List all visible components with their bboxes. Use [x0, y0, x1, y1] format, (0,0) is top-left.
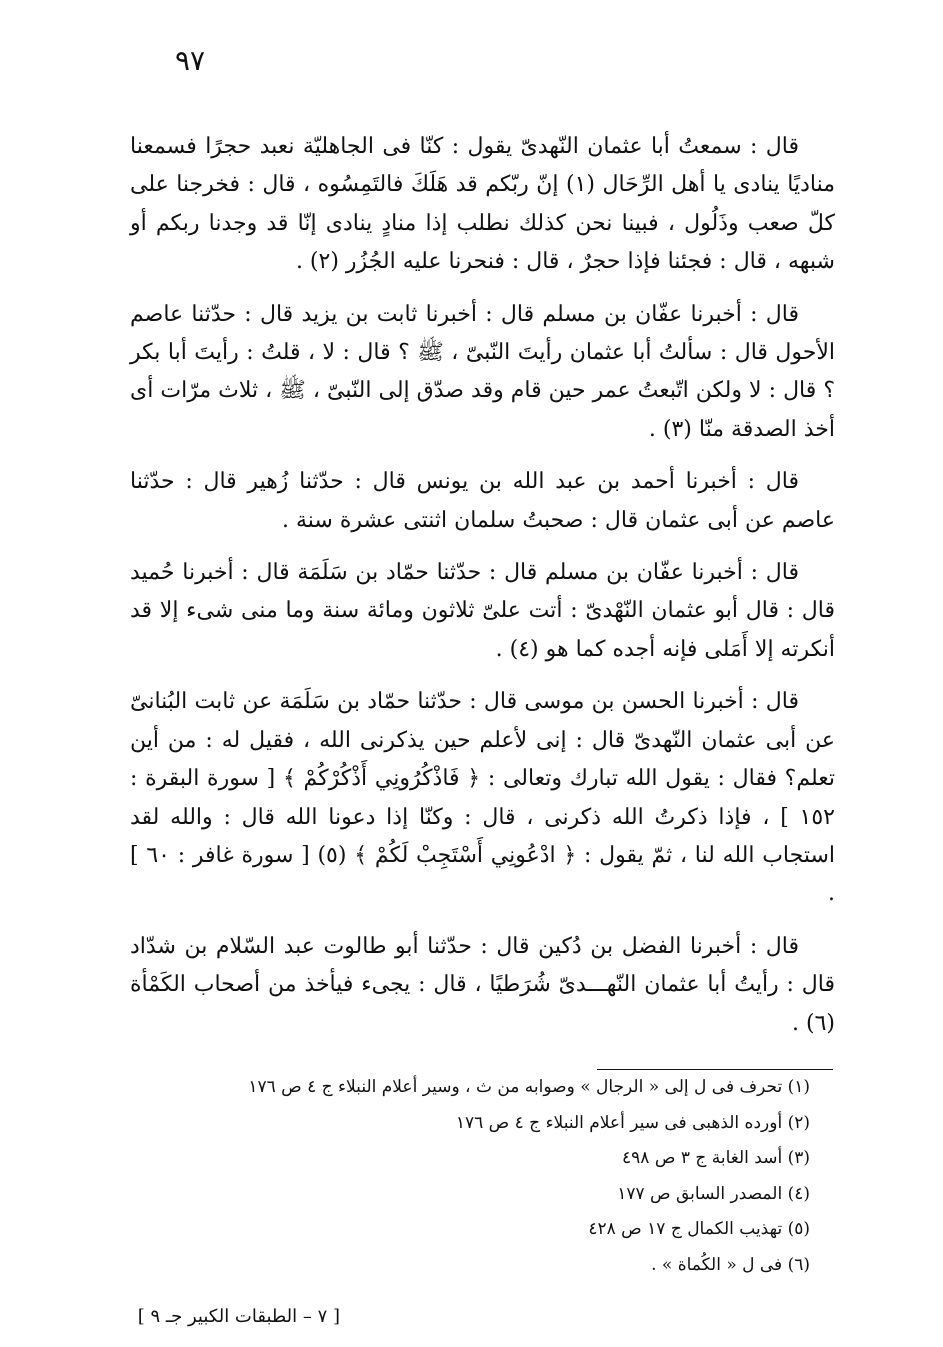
page-number: ٩٧: [174, 44, 206, 77]
footnote-6: (٦) فى ل « الكُماة » .: [651, 1254, 810, 1275]
paragraph-3: قال : أخبرنا أحمد بن عبد الله بن يونس قال : حدّثنا زُهير قال : حدّثنا عاصم عن أبى عثمان قال : صحبتُ سلمان اثنتى عشرة سنة .: [130, 469, 835, 533]
footnotes: [170, 1070, 810, 1283]
paragraph-2: قال : أخبرنا عفّان بن مسلم قال : أخبرنا ثابت بن يزيد قال : حدّثنا عاصم الأحول قال : سألتُ أبا عثمان رأيتَ النّبىّ ، ﷺ ؟ قال : لا ، قلتُ : رأيتَ أبا بكر ؟ قال : لا ولكن اتّبعتُ عمر حين قام وقد صدّق إلى النّبىّ ، ﷺ ، ثلاث مرّات أى أخذ الصدقة منّا (٣) .: [130, 301, 835, 442]
paragraph-1: قال : سمعتُ أبا عثمان النّهدىّ يقول : كنّا فى الجاهليّة نعبد حجرًا فسمعنا مناديًا ينادى يا أهل الرِّحَال (١) إنّ ربّكم قد هَلَكَ فالتَمِسُوه ، قال : فخرجنا على كلّ صعب وذَلُول ، فبينا نحن كذلك نطلب إذا منادٍ ينادى إنّا قد وجدنا ربكم أو شبهه ، قال : فجئنا فإذا حجرٌ ، قال : فنحرنا عليه الجُزُر (٢) .: [130, 134, 835, 275]
paragraph-5: قال : أخبرنا الحسن بن موسى قال : حدّثنا حمّاد بن سَلَمَة عن ثابت البُنانىّ عن أبى عثمان النّهدىّ قال : إنى لأعلم حين يذكرنى الله ، فقيل له : من أين تعلم؟ فقال : يقول الله تبارك وتعالى : ﴿ فَاذْكُرُونِي أَذْكُرْكُمْ ﴾ [ سورة البقرة : ١٥٢ ] ، فإذا ذكرتُ الله ذكرنى ، قال : وكنّا إذا دعونا الله قال : والله لقد استجاب الله لنا ، ثمّ يقول : ﴿ ادْعُونِي أَسْتَجِبْ لَكُمْ ﴾ (٥) [ سورة غافر : ٦٠ ] .: [130, 689, 836, 907]
paragraph-4: قال : أخبرنا عفّان بن مسلم قال : حدّثنا حمّاد بن سَلَمَة قال : أخبرنا حُميد قال : قال أبو عثمان النّهْدىّ : أتت علىّ ثلاثون ومائة سنة وما منى شىء إلا قد أنكرته إلا أَمَلى فإنه أجده كما هو (٤) .: [130, 560, 835, 662]
footnote-4: (٤) المصدر السابق ص ١٧٧: [617, 1183, 810, 1204]
footnote-2: (٢) أورده الذهبى فى سير أعلام النبلاء ج ٤ ص ١٧٦: [455, 1112, 810, 1133]
footnote-1: (١) تحرف فى ل إلى « الرجال » وصوابه من ث ، وسير أعلام النبلاء ج ٤ ص ١٧٦: [248, 1077, 810, 1097]
main-text: [130, 128, 835, 1057]
paragraph-6: قال : أخبرنا الفضل بن دُكين قال : حدّثنا أبو طالوت عبد السّلام بن شدّاد قال : رأيتُ أبا عثمان النّهـــدىّ شُرَطيًا ، قال : يجىء فيأخذ من أصحاب الكَمْأة (٦) .: [130, 933, 835, 1036]
footnote-5: (٥) تهذيب الكمال ج ١٧ ص ٤٢٨: [588, 1219, 810, 1239]
footnote-3: (٣) أسد الغابة ج ٣ ص ٤٩٨: [622, 1148, 810, 1168]
signature-mark: [ ٧ – الطبقات الكبير جـ ٩ ]: [137, 1306, 340, 1327]
